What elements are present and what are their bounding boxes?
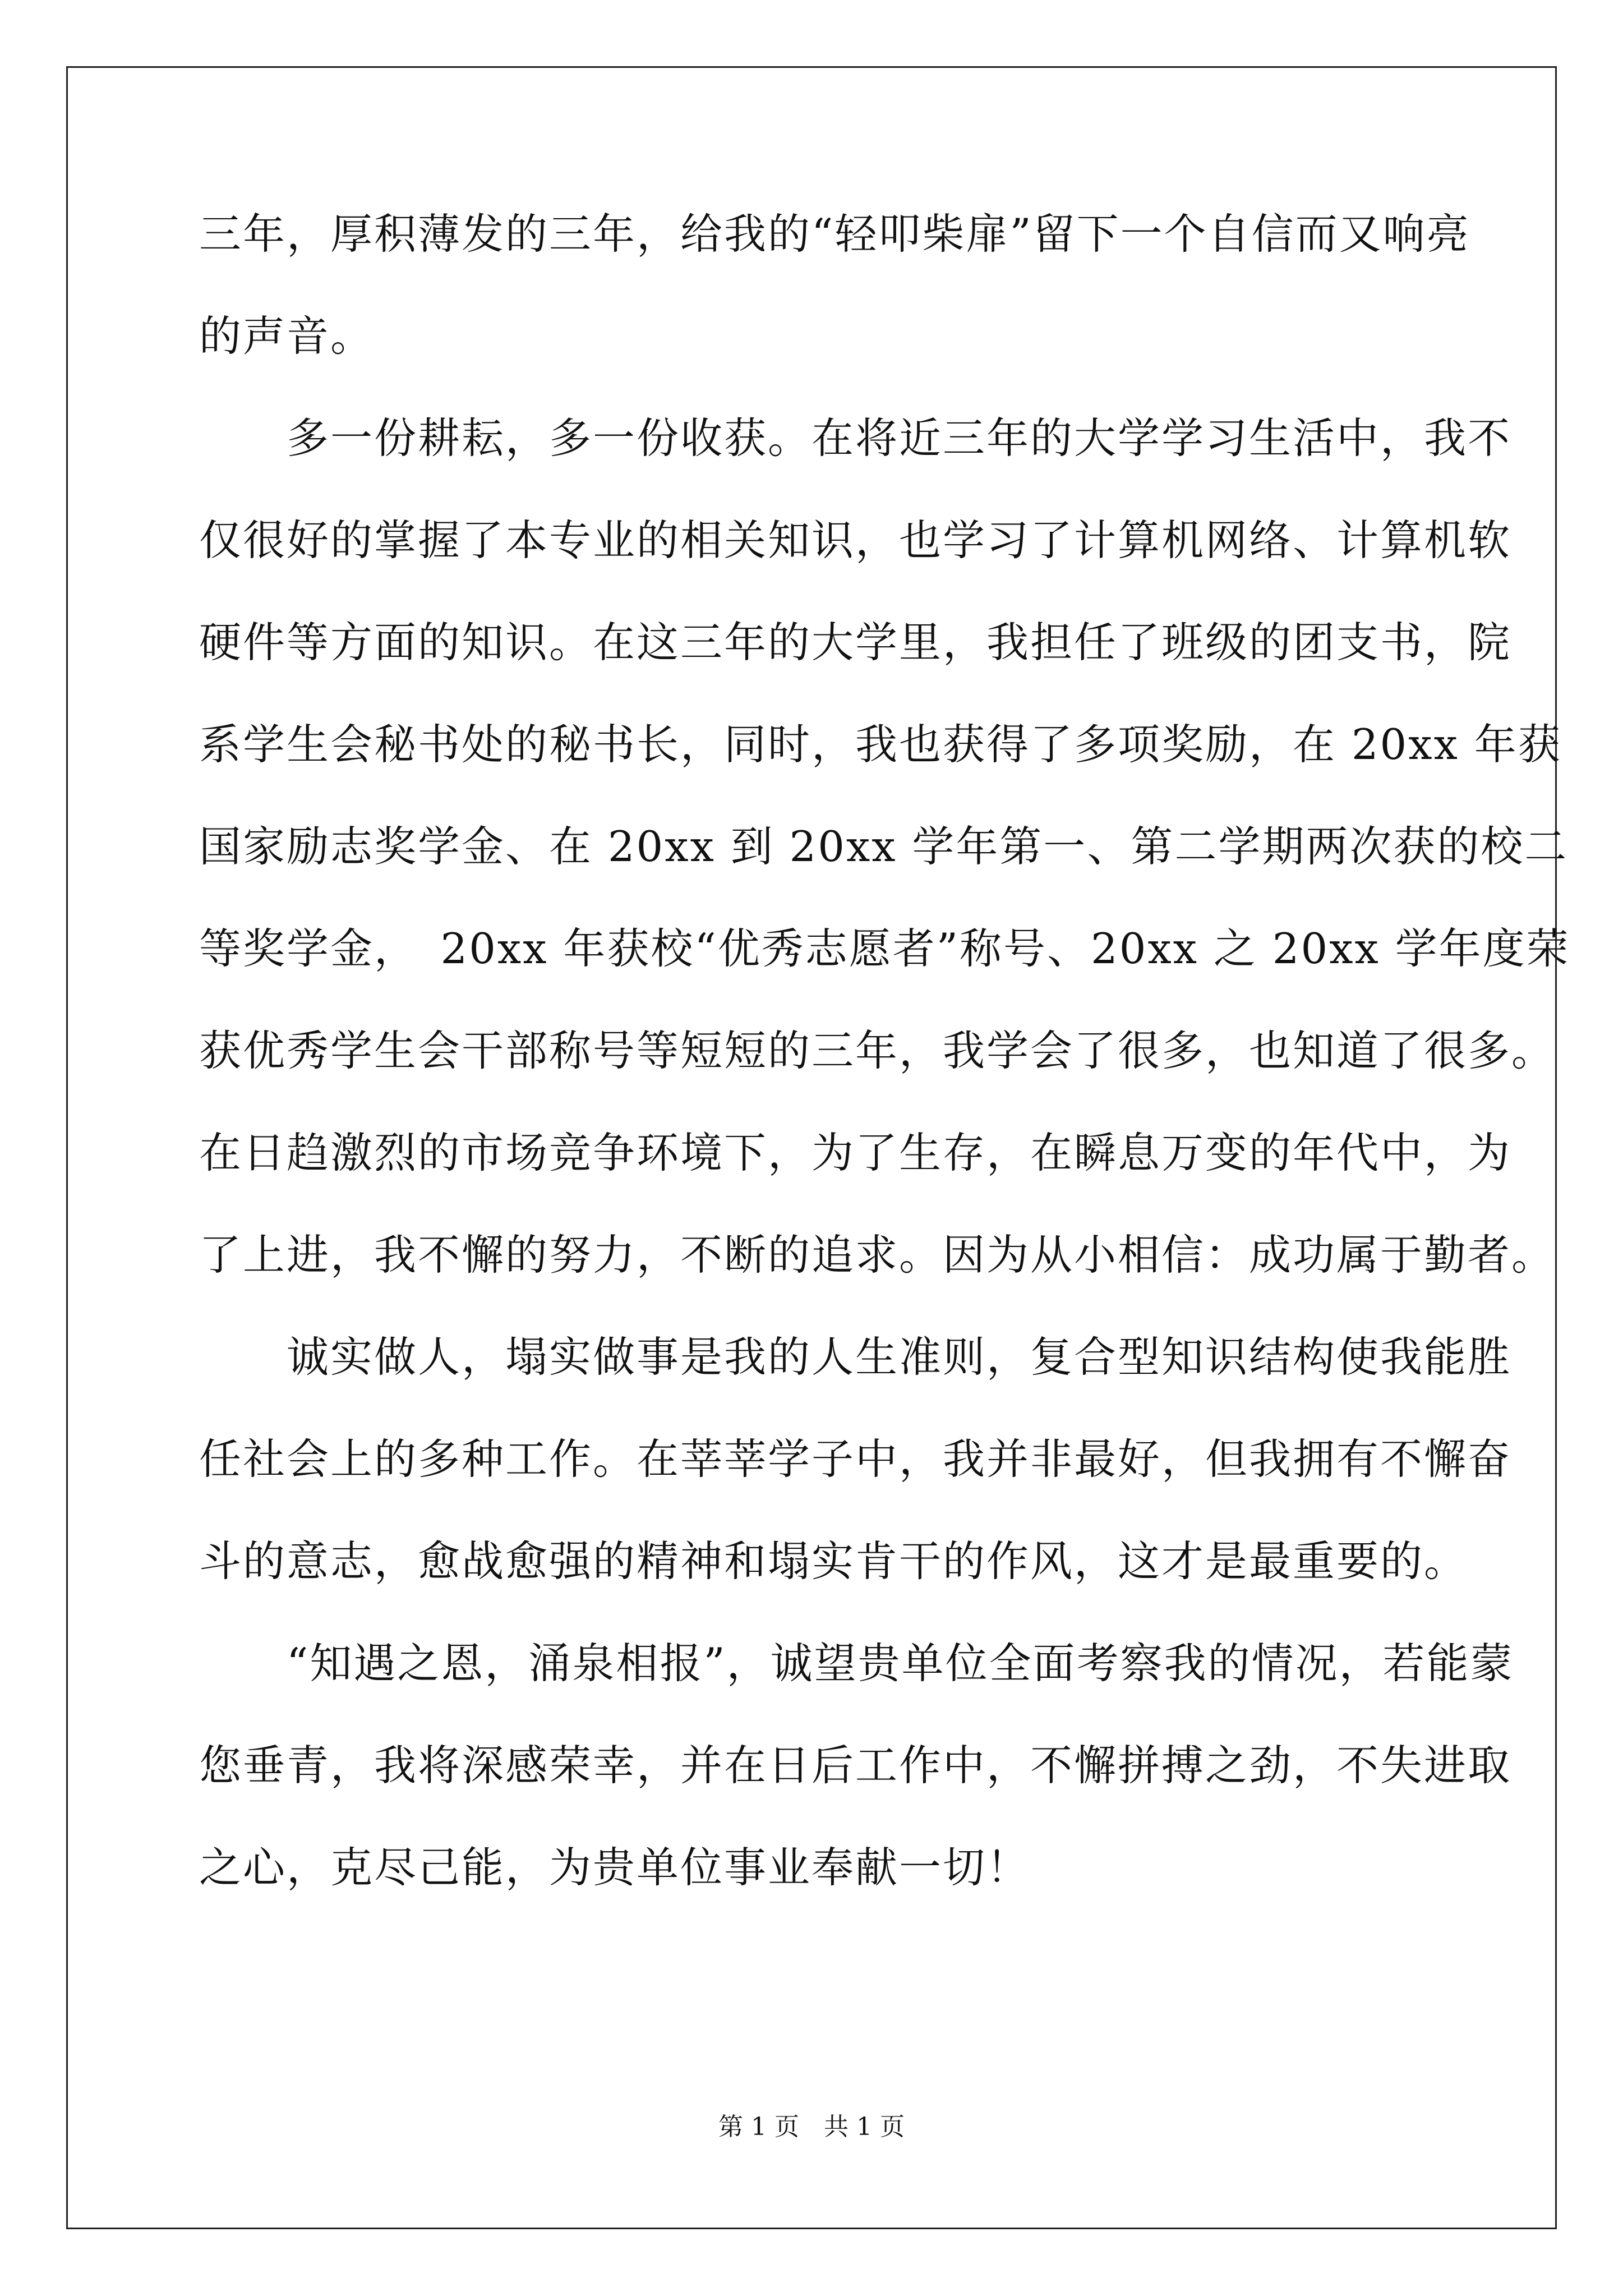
page-number: 第 1 页 共 1 页 bbox=[718, 2113, 905, 2141]
text-line: 的声音。 bbox=[199, 311, 375, 361]
text-line: 斗的意志，愈战愈强的精神和塌实肯干的作风，这才是最重要的。 bbox=[199, 1536, 1468, 1586]
text-line: 在日趋激烈的市场竞争环境下，为了生存，在瞬息万变的年代中，为 bbox=[199, 1128, 1512, 1177]
text-line: 国家励志奖学金、在 20xx 到 20xx 学年第一、第二学期两次获的校二 bbox=[199, 822, 1569, 871]
text-line: 多一份耕耘，多一份收获。在将近三年的大学学习生活中，我不 bbox=[199, 413, 1512, 463]
text-line: 三年，厚积薄发的三年，给我的“轻叩柴扉”留下一个自信而又响亮 bbox=[199, 209, 1470, 259]
text-line: 仅很好的掌握了本专业的相关知识，也学习了计算机网络、计算机软 bbox=[199, 516, 1512, 565]
text-line: “知遇之恩，涌泉相报”，诚望贵单位全面考察我的情况，若能蒙 bbox=[199, 1639, 1514, 1688]
text-line: 等奖学金， 20xx 年获校“优秀志愿者”称号、20xx 之 20xx 学年度荣 bbox=[199, 924, 1570, 973]
text-line: 诚实做人，塌实做事是我的人生准则，复合型知识结构使我能胜 bbox=[199, 1332, 1512, 1382]
page-footer bbox=[0, 2106, 1623, 2142]
text-line: 之心，克尽己能，为贵单位事业奉献一切！ bbox=[199, 1843, 1031, 1892]
text-line: 任社会上的多种工作。在莘莘学子中，我并非最好，但我拥有不懈奋 bbox=[199, 1434, 1512, 1484]
text-line: 硬件等方面的知识。在这三年的大学里，我担任了班级的团支书，院 bbox=[199, 618, 1512, 667]
text-line: 您垂青，我将深感荣幸，并在日后工作中，不懈拼搏之劲，不失进取 bbox=[199, 1741, 1512, 1790]
text-line: 系学生会秘书处的秘书长，同时，我也获得了多项奖励，在 20xx 年获 bbox=[199, 720, 1562, 769]
text-line: 获优秀学生会干部称号等短短的三年，我学会了很多，也知道了很多。 bbox=[199, 1026, 1556, 1075]
text-line: 了上进，我不懈的努力，不断的追求。因为从小相信：成功属于勤者。 bbox=[199, 1230, 1556, 1280]
